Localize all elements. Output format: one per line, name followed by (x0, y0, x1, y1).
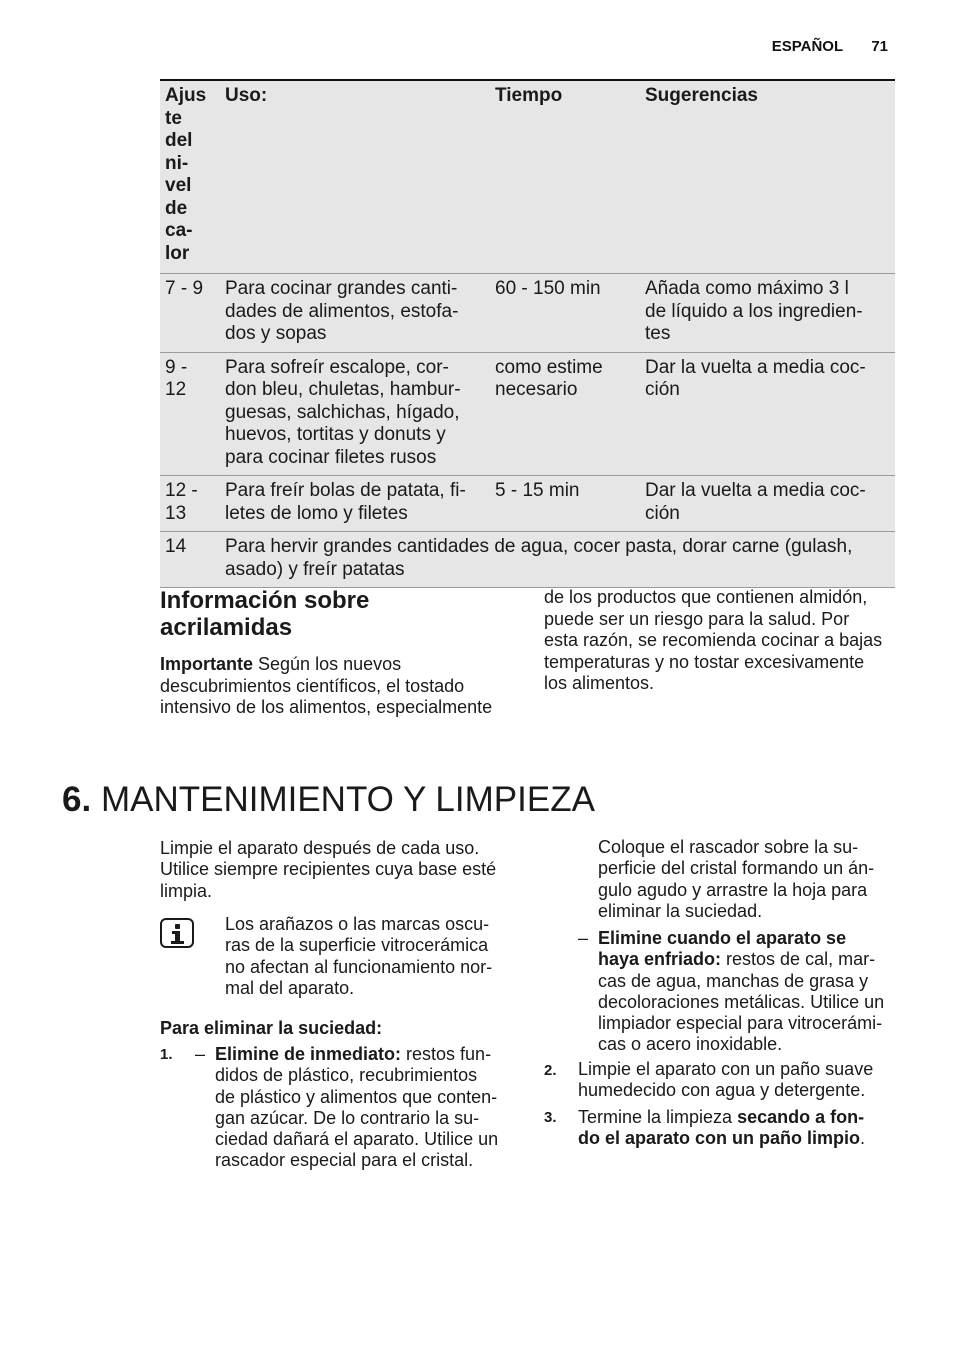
step3-text-pre: Termine la limpieza (578, 1107, 733, 1127)
cell-time: como estime necesario (490, 352, 640, 476)
acrylamide-text-right: de los productos que contienen almidón, puede ser un riesgo para la salud. Por esta razón, se recomienda cocinar a bajas temperaturas y no tostar excesivamente los alimentos. (544, 587, 883, 693)
acrylamide-heading: Información sobre acrilamidas (160, 587, 370, 641)
table-row (160, 274, 895, 353)
cell-tips: Añada como máximo 3 l de líquido a los ingredien- tes (640, 274, 895, 353)
info-note: Los arañazos o las marcas oscu- ras de la superficie vitrocerámica no afectan al funcionamiento nor- mal del aparato. (225, 914, 493, 998)
column-header-tips: Sugerencias (640, 80, 895, 274)
cell-use: Para sofreír escalope, cor- don bleu, chuletas, hambur- guesas, salchichas, hígado, huevos, tortitas y donuts y para cocinar filetes rusos (220, 352, 490, 476)
column-header-heat-level: Ajus te del ni- vel de ca- lor (160, 80, 220, 274)
important-label: Importante (160, 654, 254, 674)
cleaning-subheading: Para eliminar la suciedad: (160, 1018, 383, 1038)
cell-time: 5 - 15 min (490, 476, 640, 532)
step3-text-post: . (860, 1128, 866, 1149)
cell-heat-level: 12 - 13 (160, 476, 220, 532)
heat-level-table (160, 79, 895, 588)
dash-bullet: – (578, 928, 589, 948)
page-number: 71 (871, 38, 888, 55)
step1-immediate: Elimine de inmediato: restos fun- didos de plástico, recubrimientos de plástico y alimentos que conten- gan azúcar. De lo contrario la su- ciedad dañará el aparato. Utilice un rascador especial para el cristal. (215, 1044, 499, 1171)
page-header (772, 38, 888, 55)
step-number-3: 3. (544, 1109, 557, 1126)
table-row (160, 532, 895, 588)
step1-cooled-label: Elimine cuando el aparato se haya enfriado: (598, 928, 847, 970)
step1-immediate-label: Elimine de inmediato: (215, 1044, 402, 1064)
table-header-row (160, 80, 895, 274)
column-header-use: Uso: (220, 80, 490, 274)
step3-text-bold: secando a fon- do el aparato con un paño limpio (578, 1107, 865, 1149)
step2-text: Limpie el aparato con un paño suave humedecido con agua y detergente. (578, 1059, 874, 1101)
cell-tips: Dar la vuelta a media coc- ción (640, 476, 895, 532)
table-row (160, 476, 895, 532)
table-row (160, 352, 895, 476)
section-title (62, 778, 595, 822)
language-label: ESPAÑOL (771, 38, 844, 55)
cell-use: Para freír bolas de patata, fi- letes de lomo y filetes (220, 476, 490, 532)
info-icon (160, 918, 194, 948)
cell-heat-level: 9 - 12 (160, 352, 220, 476)
step-number-1: 1. (160, 1046, 173, 1063)
section-number: 6. (62, 780, 92, 819)
step1-continued: Coloque el rascador sobre la su- perficie del cristal formando un án- gulo agudo y arrastre la hoja para eliminar la suciedad. (598, 837, 875, 921)
cell-heat-level: 14 (160, 532, 220, 588)
step-number-2: 2. (544, 1062, 557, 1079)
section-title-text: MANTENIMIENTO Y LIMPIEZA (100, 780, 595, 819)
cell-use: Para cocinar grandes canti- dades de alimentos, estofa- dos y sopas (220, 274, 490, 353)
dash-bullet: – (195, 1044, 206, 1064)
intro-text: Limpie el aparato después de cada uso. Utilice siempre recipientes cuya base esté limpia. (160, 838, 497, 901)
step1-cooled: Elimine cuando el aparato se haya enfriado: restos de cal, mar- cas de agua, manchas de grasa y decoloraciones metálicas. Utilice un limpiador especial para vitrocerámi- cas o acero inoxidable. (598, 928, 885, 1055)
column-header-time: Tiempo (490, 80, 640, 274)
cell-tips: Dar la vuelta a media coc- ción (640, 352, 895, 476)
cell-time: 60 - 150 min (490, 274, 640, 353)
step3-text (578, 1107, 898, 1150)
cell-use: Para hervir grandes cantidades de agua, cocer pasta, dorar carne (gulash, asado) y freír patatas (220, 532, 895, 588)
acrylamide-text-left: Importante Según los nuevos descubrimientos científicos, el tostado intensivo de los alimentos, especialmente (160, 654, 493, 717)
cell-heat-level: 7 - 9 (160, 274, 220, 353)
